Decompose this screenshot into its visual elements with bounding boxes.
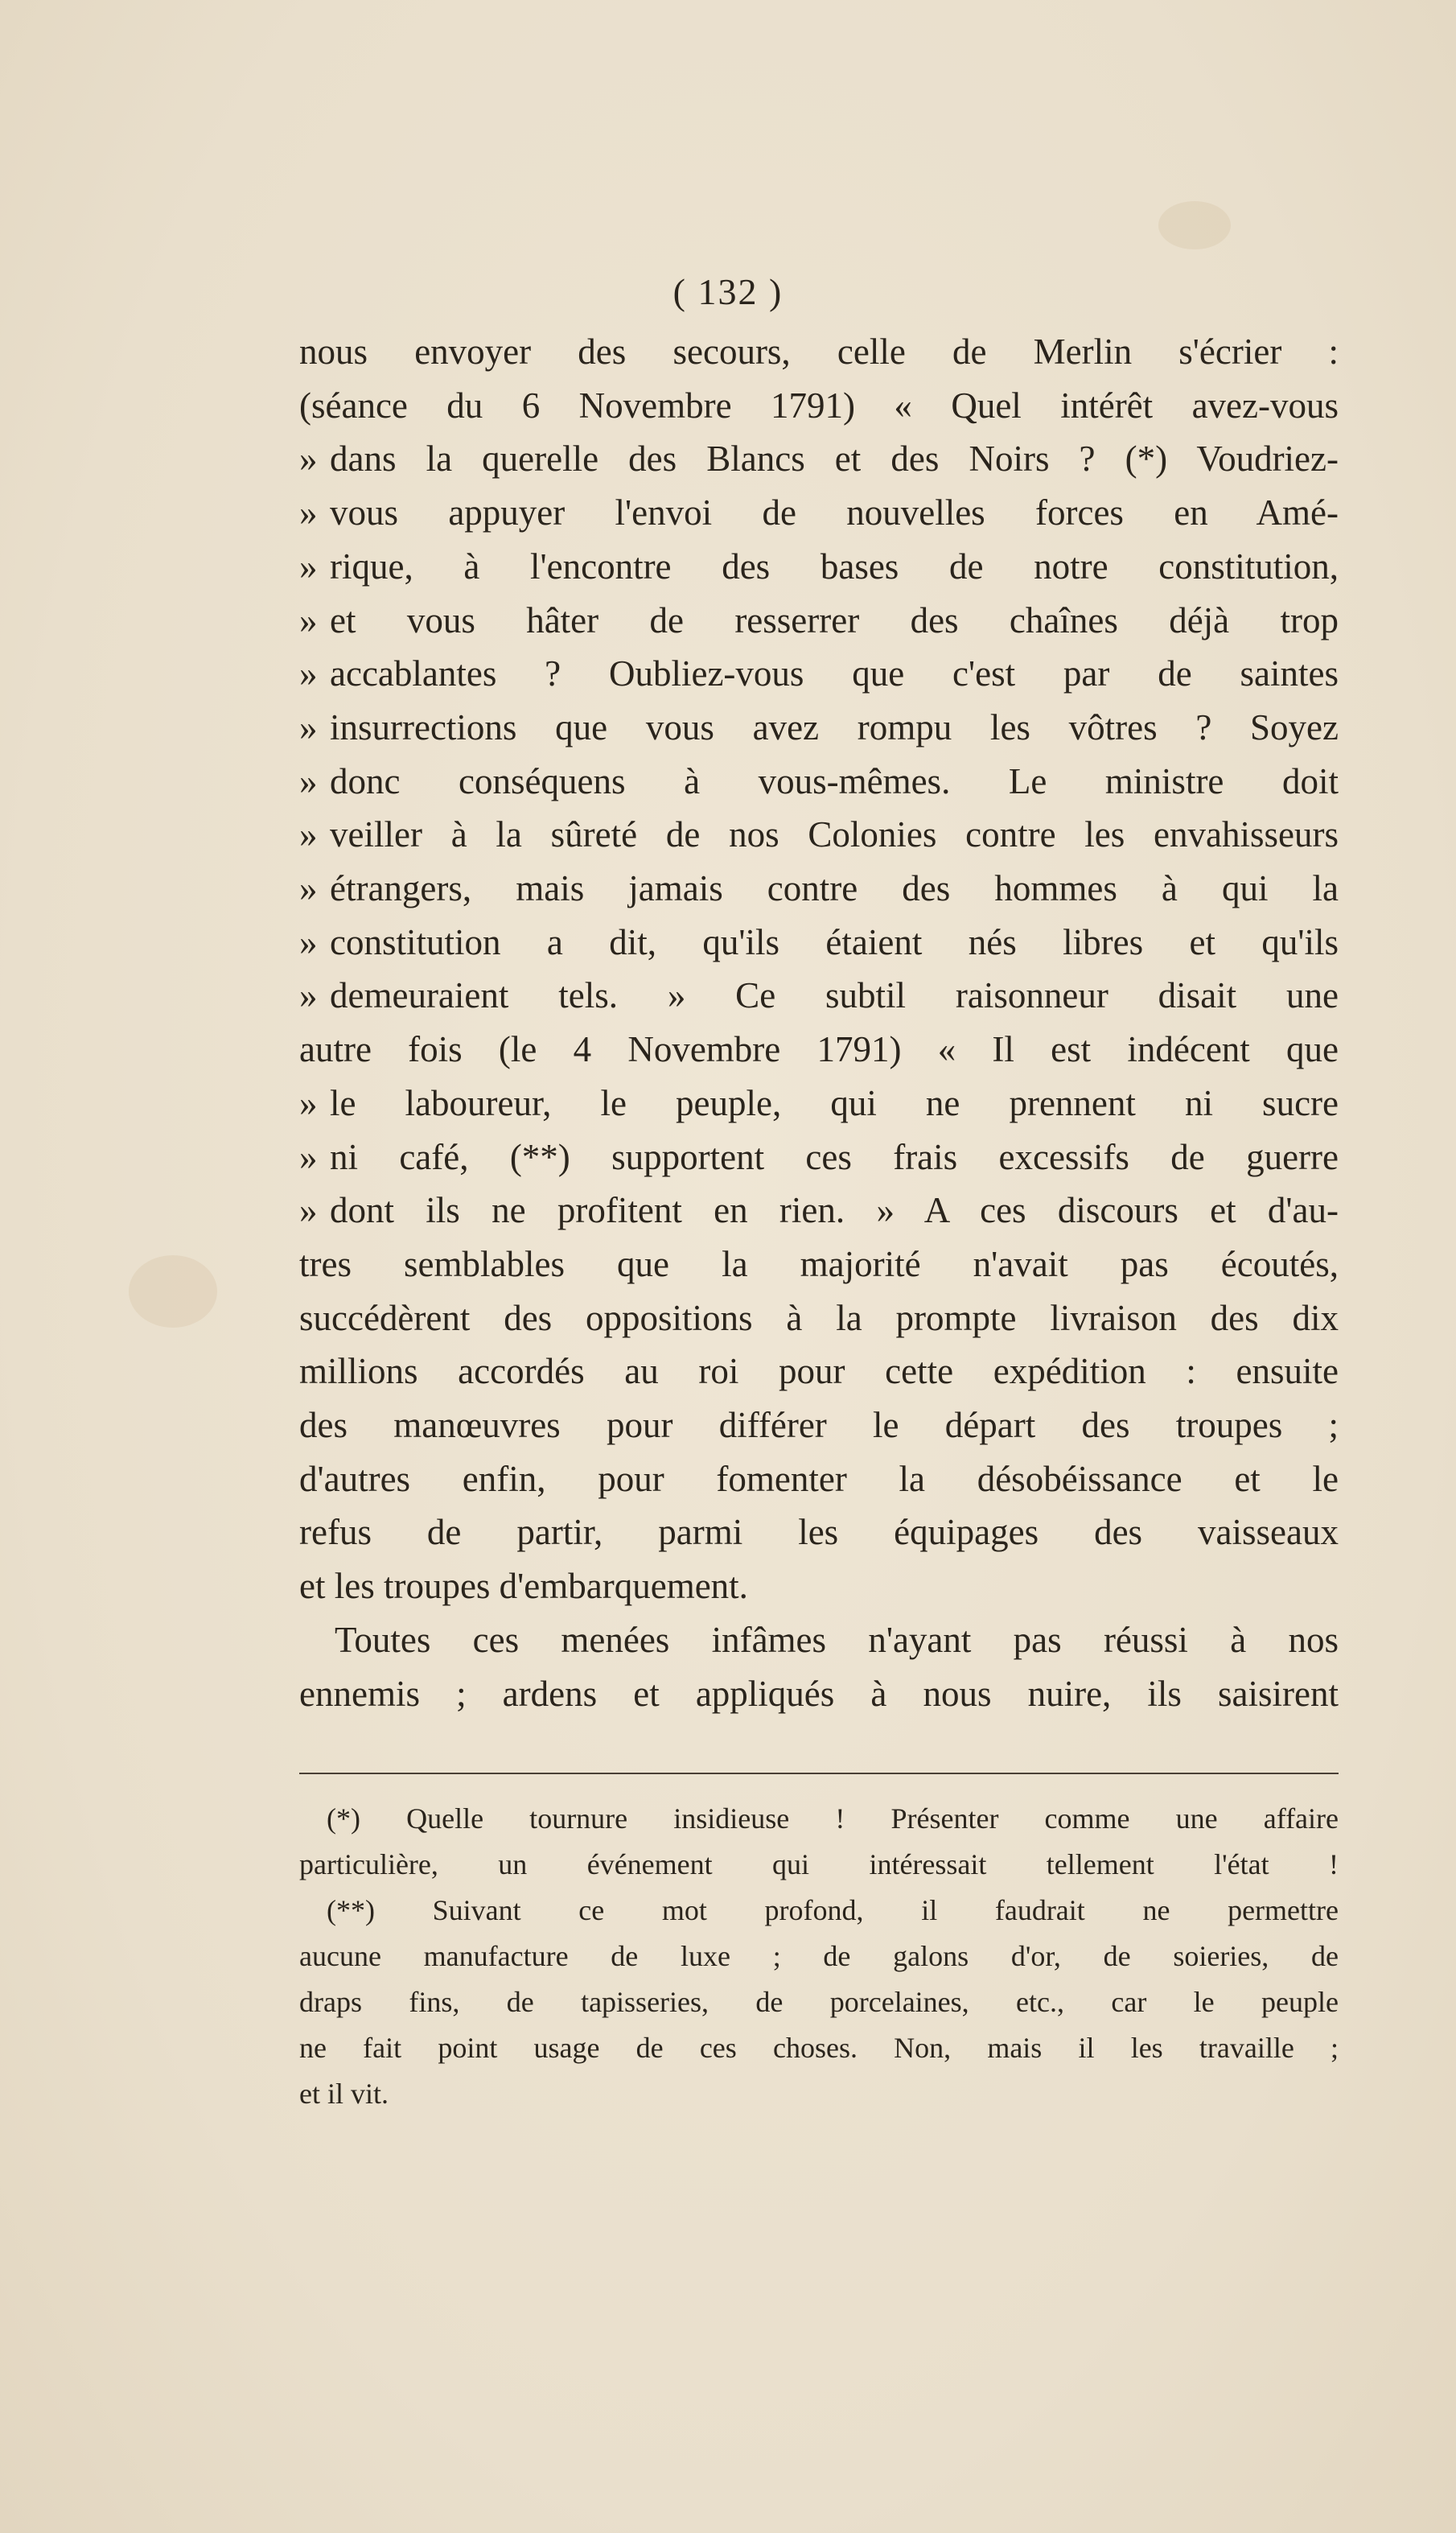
- quote-mark: »: [299, 599, 318, 640]
- text-line: » insurrections que vous avez rompu les vôtres ? Soyez: [299, 701, 1339, 755]
- quote-mark: »: [299, 1082, 318, 1123]
- text-line: (séance du 6 Novembre 1791) « Quel intérêt avez-vous: [299, 385, 1339, 426]
- page-number: ( 132 ): [672, 271, 784, 312]
- text-line: ennemis ; ardens et appliqués à nous nuire, ils saisirent: [299, 1673, 1339, 1714]
- text-line: d'autres enfin, pour fomenter la désobéissance et le: [299, 1458, 1339, 1499]
- quote-mark: »: [299, 975, 318, 1016]
- text-line: » et vous hâter de resserrer des chaînes déjà trop: [299, 594, 1339, 648]
- text-line: » veiller à la sûreté de nos Colonies contre les envahisseurs: [299, 808, 1339, 862]
- footnotes: [299, 1796, 1339, 2117]
- quote-mark: »: [299, 1136, 318, 1177]
- quote-mark: »: [299, 921, 318, 962]
- text-line: tres semblables que la majorité n'avait pas écoutés,: [299, 1243, 1339, 1284]
- text-line: Toutes ces menées infâmes n'ayant pas réussi à nos: [335, 1619, 1339, 1660]
- text-line: » dans la querelle des Blancs et des Noirs ? (*) Voudriez-: [299, 432, 1339, 486]
- text-line: et les troupes d'embarquement.: [299, 1566, 748, 1607]
- paper-stain: [129, 1255, 217, 1328]
- text-line: autre fois (le 4 Novembre 1791) « Il est indécent que: [299, 1029, 1339, 1070]
- text-line: » demeuraient tels. » Ce subtil raisonneur disait une: [299, 969, 1339, 1023]
- footnote-line: (**) Suivant ce mot profond, il faudrait ne permettre: [327, 1894, 1339, 1926]
- main-text: [299, 325, 1339, 1720]
- text-line: millions accordés au roi pour cette expédition : ensuite: [299, 1351, 1339, 1392]
- footnote-line: draps fins, de tapisseries, de porcelaines, etc., car le peuple: [299, 1986, 1339, 2018]
- quote-mark: »: [299, 760, 318, 801]
- text-line: » vous appuyer l'envoi de nouvelles forces en Amé-: [299, 486, 1339, 540]
- quote-mark: »: [299, 814, 318, 855]
- text-line: refus de partir, parmi les équipages des vaisseaux: [299, 1512, 1339, 1553]
- footnote-line: aucune manufacture de luxe ; de galons d'or, de soieries, de: [299, 1940, 1339, 1972]
- text-line: succédèrent des oppositions à la prompte livraison des dix: [299, 1297, 1339, 1338]
- footnote-line: (*) Quelle tournure insidieuse ! Présenter comme une affaire: [327, 1802, 1339, 1835]
- text-line: » accablantes ? Oubliez-vous que c'est par de saintes: [299, 647, 1339, 701]
- quote-mark: »: [299, 706, 318, 748]
- paper-stain: [1158, 201, 1231, 249]
- text-line: » constitution a dit, qu'ils étaient nés libres et qu'ils: [299, 916, 1339, 970]
- footnote-rule: [299, 1773, 1339, 1774]
- footnote-line: et il vit.: [299, 2078, 389, 2110]
- quote-mark: »: [299, 1190, 318, 1231]
- text-line: » donc conséquens à vous-mêmes. Le ministre doit: [299, 755, 1339, 809]
- text-line: » dont ils ne profitent en rien. » A ces discours et d'au-: [299, 1184, 1339, 1238]
- quote-mark: »: [299, 439, 318, 480]
- text-line: » ni café, (**) supportent ces frais excessifs de guerre: [299, 1131, 1339, 1184]
- text-line: » étrangers, mais jamais contre des hommes à qui la: [299, 862, 1339, 916]
- text-line: nous envoyer des secours, celle de Merlin s'écrier :: [299, 332, 1339, 372]
- quote-mark: »: [299, 492, 318, 533]
- quote-mark: »: [299, 868, 318, 909]
- quote-mark: »: [299, 546, 318, 587]
- footnote-line: ne fait point usage de ces choses. Non, mais il les travaille ;: [299, 2032, 1339, 2064]
- quote-mark: »: [299, 653, 318, 694]
- text-line: » rique, à l'encontre des bases de notre constitution,: [299, 540, 1339, 594]
- text-line: des manœuvres pour différer le départ des troupes ;: [299, 1405, 1339, 1446]
- footnote-line: particulière, un événement qui intéressait tellement l'état !: [299, 1848, 1339, 1880]
- text-line: » le laboureur, le peuple, qui ne prennent ni sucre: [299, 1077, 1339, 1131]
